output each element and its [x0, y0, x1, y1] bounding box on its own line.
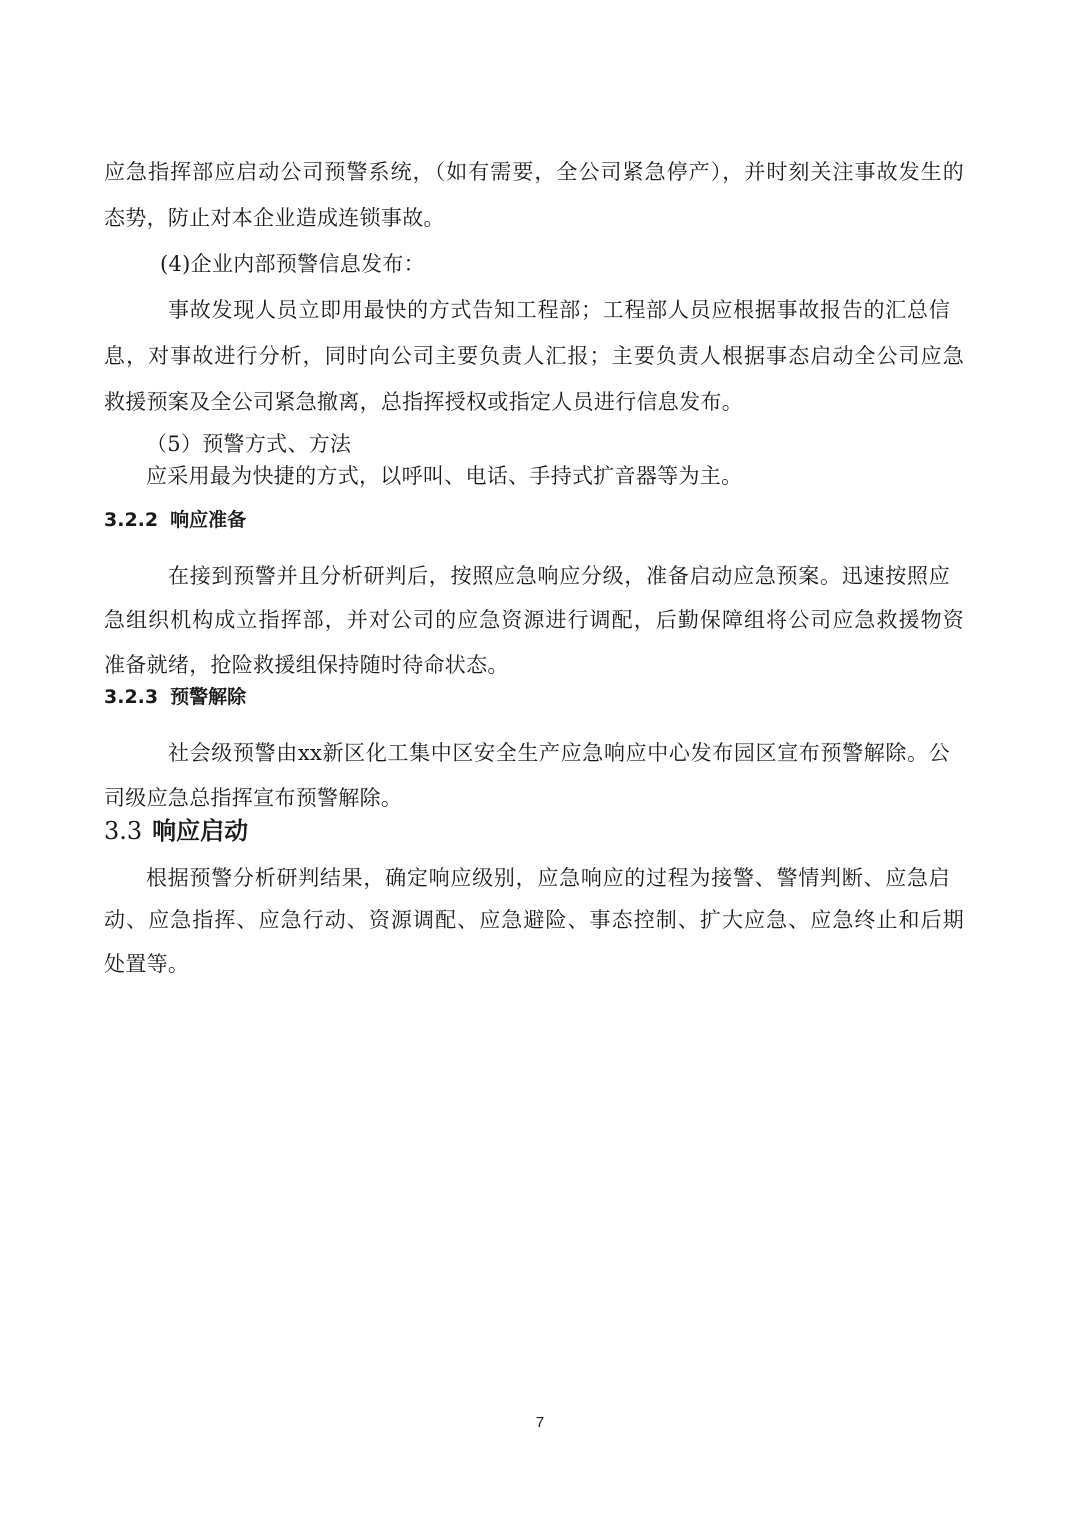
section-number: 3.3 [104, 817, 143, 845]
section-title: 响应准备 [170, 509, 247, 531]
section-number: 3.2.2 [104, 509, 159, 531]
paragraph-line: 动、应急指挥、应急行动、资源调配、应急避险、事态控制、扩大应急、应急终止和后期 [104, 908, 964, 932]
paragraph-line: 准备就绪，抢险救援组保持随时待命状态。 [104, 653, 509, 677]
paragraph-line: 社会级预警由xx新区化工集中区安全生产应急响应中心发布园区宣布预警解除。公 [168, 741, 950, 765]
paragraph-line: 急组织机构成立指挥部，并对公司的应急资源进行调配，后勤保障组将公司应急救援物资 [104, 608, 964, 632]
paragraph-line: 应采用最为快捷的方式，以呼叫、电话、手持式扩音器等为主。 [146, 464, 743, 488]
paragraph-line: 在接到预警并且分析研判后，按照应急响应分级，准备启动应急预案。迅速按照应 [168, 564, 950, 588]
paragraph-line: 处置等。 [104, 952, 190, 976]
paragraph-line: 根据预警分析研判结果，确定响应级别，应急响应的过程为接警、警情判断、应急启 [146, 866, 950, 890]
item-heading: （5）预警方式、方法 [146, 432, 352, 456]
section-heading [104, 816, 248, 846]
paragraph-line: 息，对事故进行分析，同时向公司主要负责人汇报；主要负责人根据事态启动全公司应急 [104, 344, 964, 368]
paragraph-line: 救援预案及全公司紧急撤离，总指挥授权或指定人员进行信息发布。 [104, 390, 743, 414]
item-heading: (4)企业内部预警信息发布： [160, 252, 425, 276]
paragraph-line: 司级应急总指挥宣布预警解除。 [104, 786, 403, 810]
page-number: 7 [535, 1414, 545, 1431]
section-title: 响应启动 [152, 817, 249, 845]
section-heading [104, 684, 246, 710]
section-number: 3.2.3 [104, 686, 159, 708]
paragraph-line: 事故发现人员立即用最快的方式告知工程部；工程部人员应根据事故报告的汇总信 [168, 298, 950, 322]
section-heading [104, 507, 246, 533]
paragraph-line: 应急指挥部应启动公司预警系统，（如有需要，全公司紧急停产），并时刻关注事故发生的 [104, 160, 964, 184]
paragraph-line: 态势，防止对本企业造成连锁事故。 [104, 206, 445, 230]
section-title: 预警解除 [170, 686, 247, 708]
